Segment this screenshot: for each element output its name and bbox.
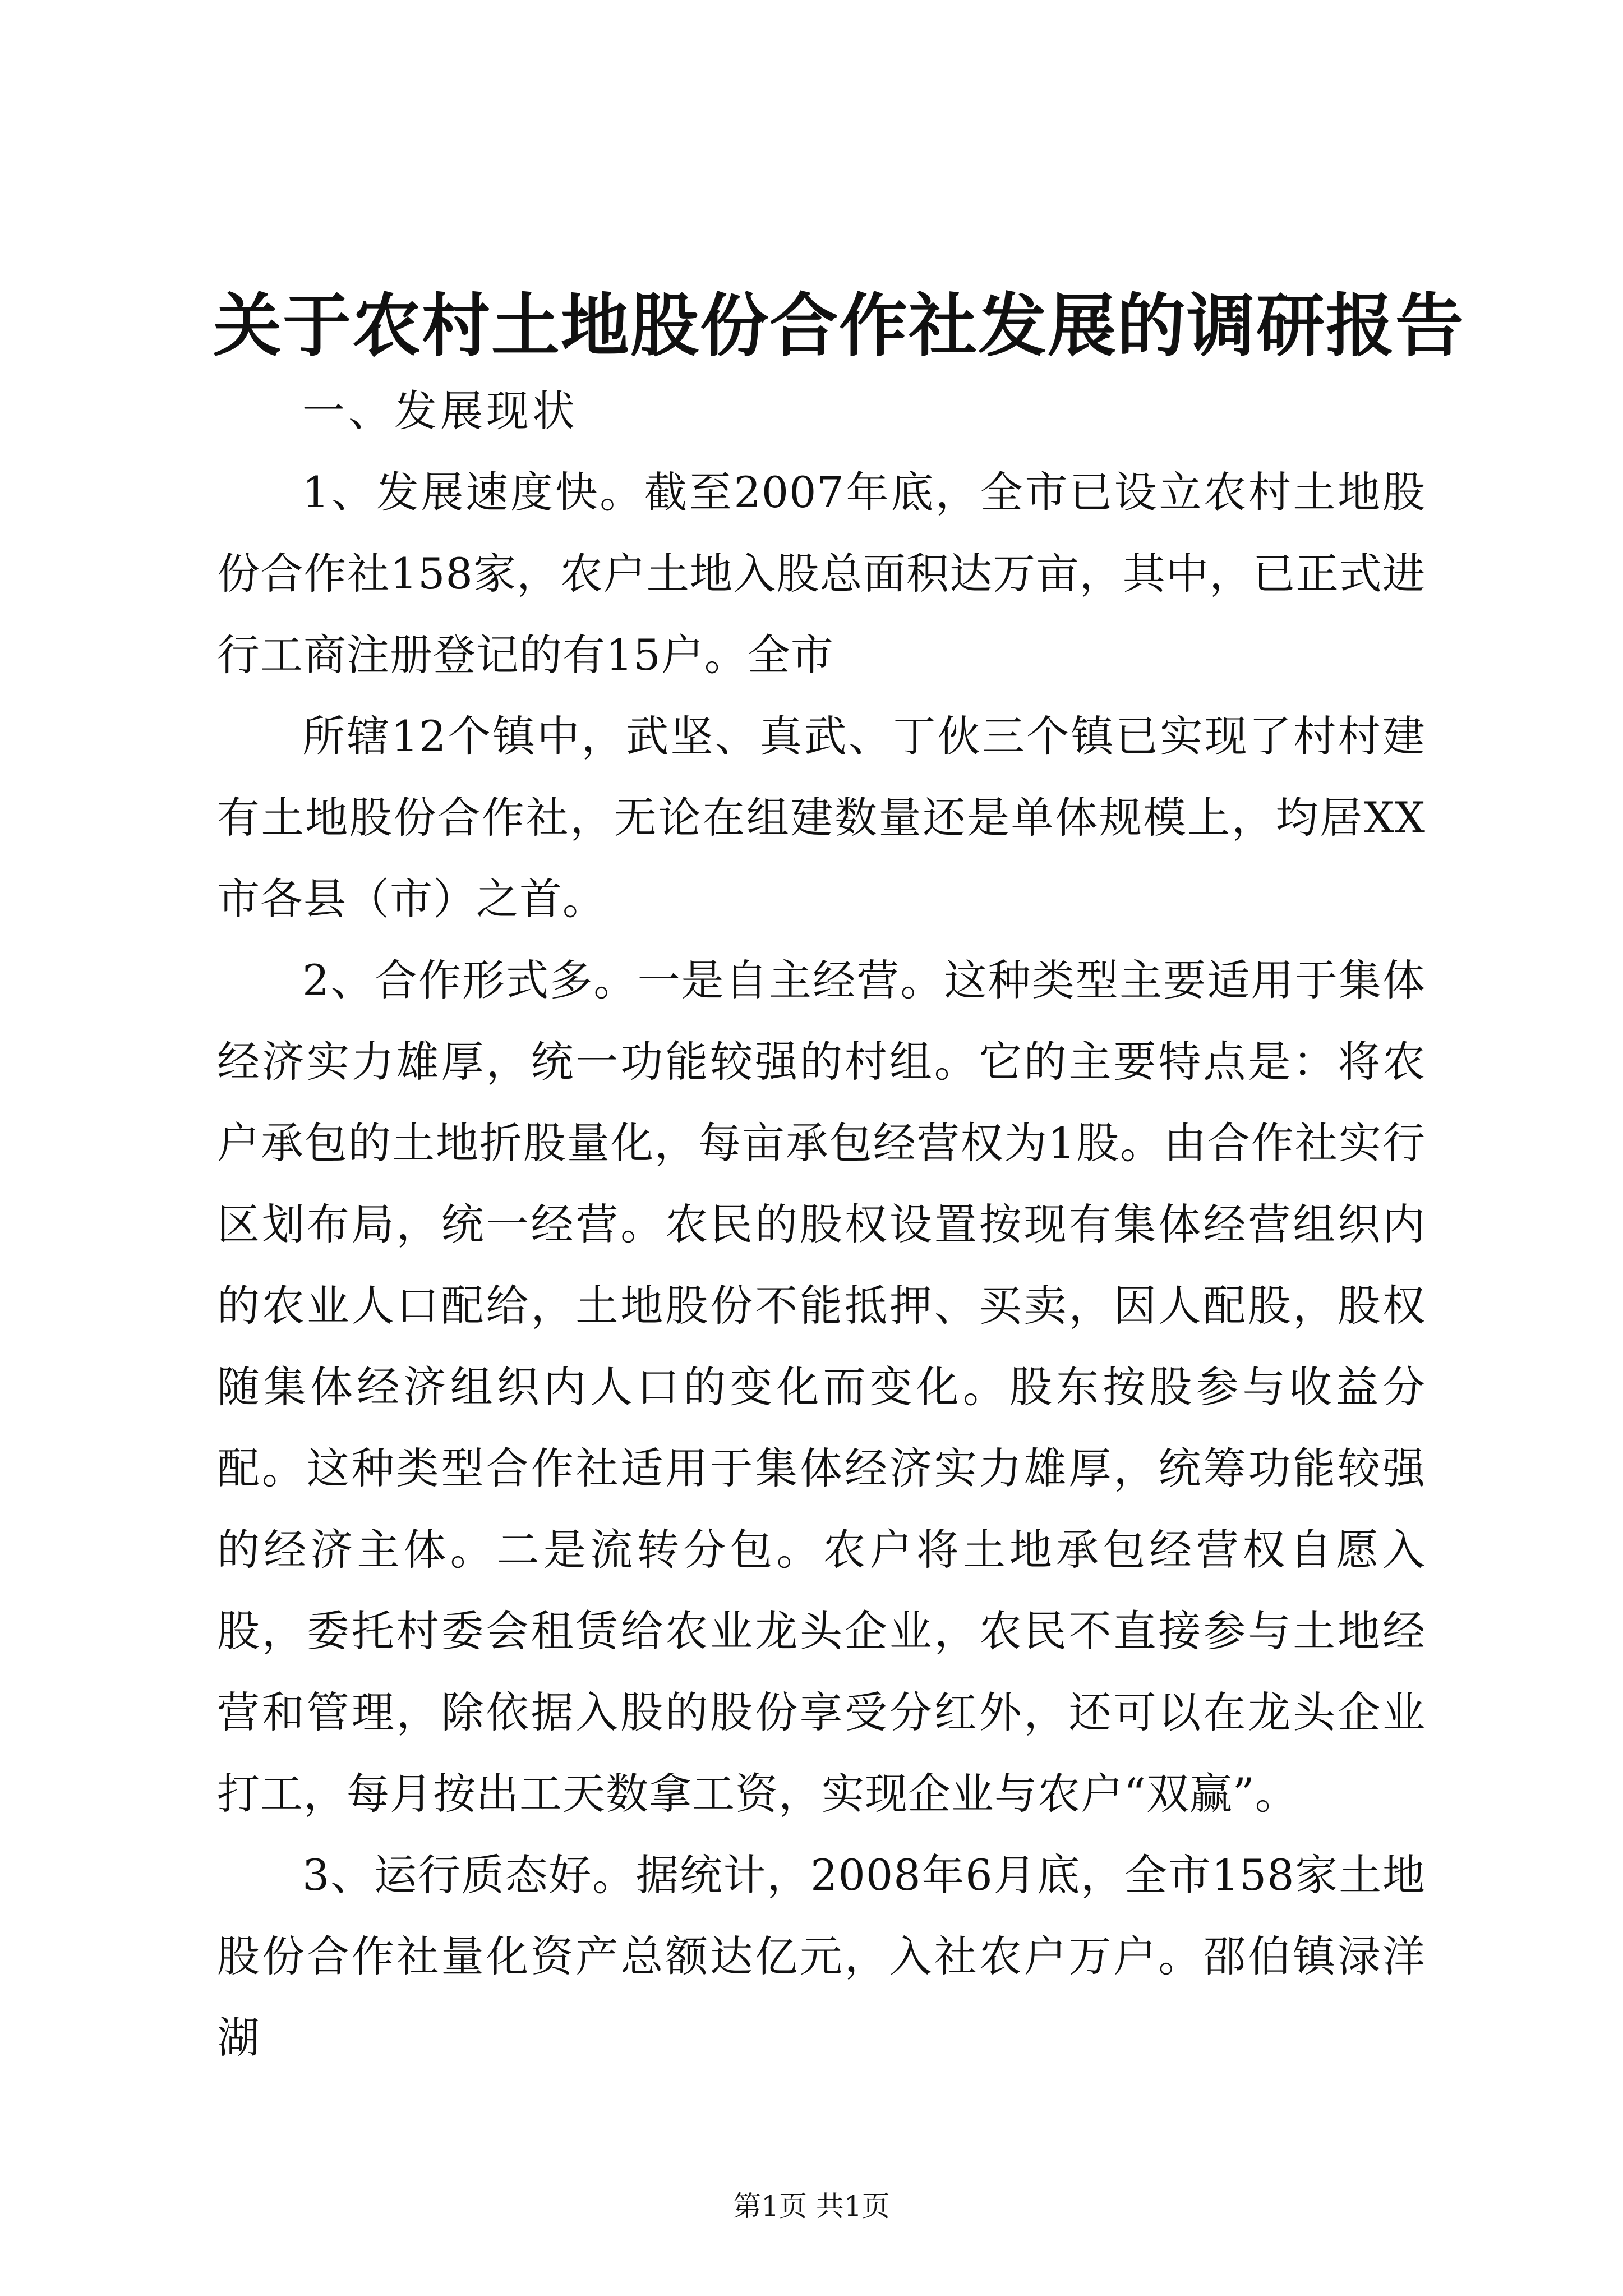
paragraph-3: 2、合作形式多。一是自主经营。这种类型主要适用于集体经济实力雄厚，统一功能较强的村组。它的主要特点是：将农户承包的土地折股量化，每亩承包经营权为1股。由合作社实行区划布局，统一经营。农民的股权设置按现有集体经营组织内的农业人口配给，土地股份不能抵押、买卖，因人配股，股权随集体经济组织内人口的变化而变化。股东按股参与收益分配。这种类型合作社适用于集体经济实力雄厚，统筹功能较强的经济主体。二是流转分包。农户将土地承包经营权自愿入股，委托村委会租赁给农业龙头企业，农民不直接参与土地经营和管理，除依据入股的股份享受分红外，还可以在龙头企业打工，每月按出工天数拿工资，实现企业与农户“双赢”。 xyxy=(217,955,1426,1819)
paragraph-2: 所辖12个镇中，武坚、真武、丁伙三个镇已实现了村村建有土地股份合作社，无论在组建数量还是单体规模上，均居XX市各县（市）之首。 xyxy=(217,711,1426,924)
section-heading: 一、发展现状 xyxy=(302,386,578,436)
document-title: 关于农村土地股份合作社发展的调研报告 xyxy=(213,285,1465,366)
document-body xyxy=(217,370,1426,2078)
paragraph-4: 3、运行质态好。据统计，2008年6月底，全市158家土地股份合作社量化资产总额达亿元，入社农户万户。邵伯镇渌洋湖 xyxy=(217,1850,1426,2063)
paragraph-1: 1、发展速度快。截至2007年底，全市已设立农村土地股份合作社158家，农户土地入股总面积达万亩，其中，已正式进行工商注册登记的有15户。全市 xyxy=(217,467,1426,680)
page-footer: 第1页 共1页 xyxy=(733,2190,890,2223)
